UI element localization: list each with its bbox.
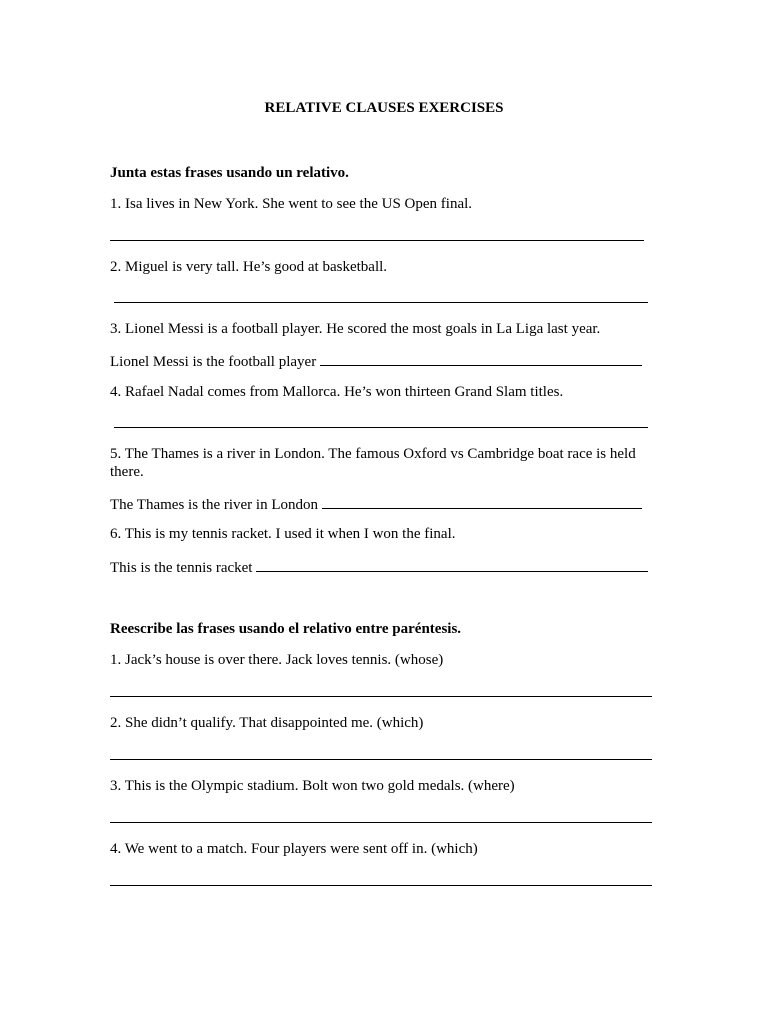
s1-q6-prompt-row [110, 557, 648, 577]
page-title: RELATIVE CLAUSES EXERCISES [264, 100, 504, 116]
s1-answer-line-3[interactable] [320, 351, 642, 366]
s2-answer-line-4[interactable] [110, 885, 652, 886]
s1-answer-line-5[interactable] [322, 494, 642, 509]
s1-question-5: 5. The Thames is a river in London. The famous Oxford vs Cambridge boat race is held there. [110, 446, 636, 480]
s2-question-4: 4. We went to a match. Four players were sent off in. (which) [110, 841, 478, 857]
s1-q3-prompt: Lionel Messi is the football player [110, 354, 317, 370]
s1-question-2: 2. Miguel is very tall. He’s good at basketball. [110, 259, 388, 275]
s1-q6-prompt: This is the tennis racket [110, 560, 253, 576]
s1-answer-line-1[interactable] [110, 240, 644, 241]
s2-answer-line-1[interactable] [110, 696, 652, 697]
s1-question-1: 1. Isa lives in New York. She went to see the US Open final. [110, 196, 473, 212]
s1-q5-prompt-row [110, 494, 642, 514]
section2-heading: Reescribe las frases usando el relativo entre paréntesis. [110, 621, 462, 637]
s1-q3-prompt-row [110, 351, 642, 371]
s2-question-1: 1. Jack’s house is over there. Jack loves tennis. (whose) [110, 652, 444, 668]
s2-answer-line-3[interactable] [110, 822, 652, 823]
s1-q5-prompt: The Thames is the river in London [110, 497, 319, 513]
s1-answer-line-2[interactable] [114, 302, 648, 303]
s2-answer-line-2[interactable] [110, 759, 652, 760]
s2-question-3: 3. This is the Olympic stadium. Bolt won two gold medals. (where) [110, 778, 515, 794]
s1-question-3: 3. Lionel Messi is a football player. He scored the most goals in La Liga last year. [110, 321, 601, 337]
s1-question-4: 4. Rafael Nadal comes from Mallorca. He’s won thirteen Grand Slam titles. [110, 384, 564, 400]
s1-question-6: 6. This is my tennis racket. I used it when I won the final. [110, 526, 456, 542]
s1-answer-line-4[interactable] [114, 427, 648, 428]
s1-answer-line-6[interactable] [256, 557, 648, 572]
s2-question-2: 2. She didn’t qualify. That disappointed me. (which) [110, 715, 424, 731]
section1-heading: Junta estas frases usando un relativo. [110, 165, 349, 181]
